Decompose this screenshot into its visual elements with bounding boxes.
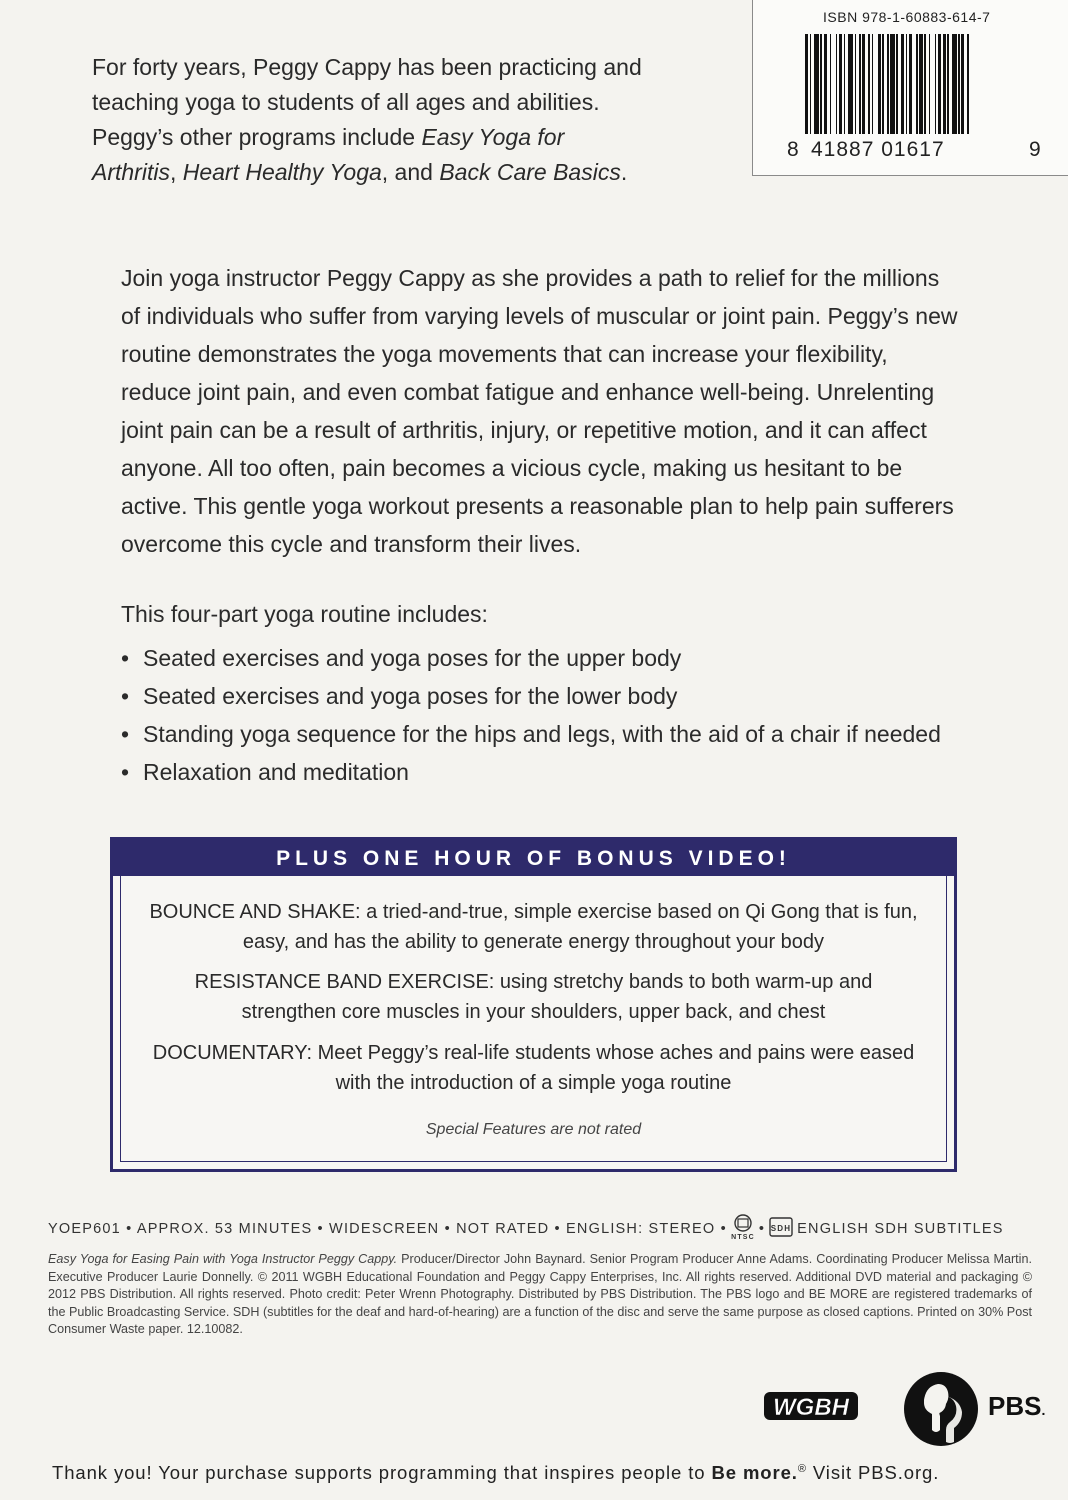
barcode-digit-first: 8 [787, 138, 799, 161]
bonus-item-bounce-shake [121, 897, 946, 957]
footer-text: Thank you! Your purchase supports programming that inspires people to [52, 1462, 712, 1483]
credits-text: Producer/Director John Baynard. Senior Program Producer Anne Adams. Coordinating Producer Melissa Martin. Executive Producer Laurie Donnelly. © 2011 WGBH Educational Foundation and Peggy Cappy Enterprises, Inc. All rights reserved. Additional DVD material and packaging © 2012 PBS Distribution. All rights reserved. Photo credit: Peter Wrenn Photography. Distributed by PBS Distribution. The PBS logo and BE MORE are registered trademarks of the Public Broadcasting Service. SDH (subtitles for the deaf and hard-of-hearing) are a function of the disc and serve the same purpose as closed captions. Printed on 30% Post Consumer Waste paper. 12.10082. [48, 1252, 1032, 1336]
bullet-icon: • [121, 645, 130, 671]
sdh-label: SDH [770, 1224, 792, 1233]
list-item-text: Relaxation and meditation [143, 759, 409, 785]
list-item-text: Seated exercises and yoga poses for the lower body [143, 683, 678, 709]
credits-title: Easy Yoga for Easing Pain with Yoga Instructor Peggy Cappy. [48, 1252, 398, 1266]
subtitles-text: ENGLISH SDH SUBTITLES [797, 1221, 1004, 1237]
bullet-separator: • [758, 1221, 766, 1237]
bonus-item-text: with the introduction of a simple yoga routine [335, 1072, 732, 1094]
bio-end: . [620, 159, 628, 185]
includes-title: This four-part yoga routine includes: [121, 601, 488, 627]
bonus-item-resistance-band [121, 967, 946, 1027]
program-title-arthritis: Easy Yoga for Arthritis [92, 124, 565, 185]
barcode-space [969, 34, 971, 134]
pbs-logo [902, 1370, 980, 1453]
wgbh-logo-text: WGBH [773, 1394, 849, 1421]
bullet-icon: • [121, 759, 130, 785]
special-features-note: Special Features are not rated [425, 1121, 642, 1138]
program-description: Join yoga instructor Peggy Cappy as she provides a path to relief for the millions of individuals who suffer from varying levels of muscular or joint pain. Peggy’s new routine demonstrates the yoga movements that can increase your flexibility, reduce joint pain, and even combat fatigue and enhance well-being. Unrelenting joint pain can be a result of arthritis, injury, or repetitive motion, and it can affect anyone. All too often, pain becomes a vicious cycle, making us hesitant to be active. This gentle yoga workout presents a reasonable plan to help pain sufferers overcome this cycle and transform their lives. [121, 265, 958, 557]
specs-text: YOEP601 • APPROX. 53 MINUTES • WIDESCREEN • NOT RATED • ENGLISH: STEREO • [48, 1221, 727, 1237]
bio-text: For forty years, Peggy Cappy has been practicing and teaching yoga to students of all ages and abilities. Peggy’s other programs include [92, 54, 642, 150]
barcode-digits: 41887 01617 [811, 138, 945, 161]
list-item [121, 715, 941, 753]
ntsc-icon [731, 1214, 755, 1244]
list-item [121, 639, 941, 677]
footer-text: Visit PBS.org. [806, 1462, 940, 1483]
barcode-box [752, 0, 1068, 176]
dvd-specs [48, 1214, 1004, 1244]
isbn-number: ISBN 978-1-60883-614-7 [823, 9, 991, 25]
sdh-icon [769, 1216, 793, 1242]
pbs-wordmark-text: PBS [988, 1391, 1042, 1421]
bonus-header: PLUS ONE HOUR OF BONUS VIDEO! [113, 840, 954, 876]
registered-mark: ® [797, 1462, 807, 1475]
list-item [121, 677, 941, 715]
bonus-item-label: BOUNCE AND SHAKE: [149, 901, 361, 923]
barcode-bars [805, 34, 1027, 134]
bonus-item-text: easy, and has the ability to generate energy throughout your body [242, 931, 825, 953]
barcode-digit-last: 9 [1029, 138, 1041, 161]
instructor-bio [92, 50, 652, 190]
footer-message [52, 1462, 939, 1484]
list-item-text: Standing yoga sequence for the hips and legs, with the aid of a chair if needed [143, 721, 941, 747]
list-item-text: Seated exercises and yoga poses for the upper body [143, 645, 682, 671]
bio-separator: , [169, 159, 183, 185]
bullet-icon: • [121, 721, 130, 747]
pbs-wordmark-mark: . [1041, 1402, 1046, 1418]
program-title-heart: Heart Healthy Yoga [182, 159, 382, 185]
pbs-wordmark [988, 1391, 1045, 1422]
ntsc-label: NTSC [730, 1234, 755, 1240]
bonus-item-text: strengthen core muscles in your shoulders, upper back, and chest [241, 1001, 826, 1023]
list-item [121, 753, 941, 791]
bonus-item-label: DOCUMENTARY: [152, 1042, 313, 1064]
be-more-tagline: Be more. [711, 1462, 798, 1483]
program-title-back: Back Care Basics [439, 159, 621, 185]
bullet-icon: • [121, 683, 130, 709]
bonus-item-documentary [121, 1038, 946, 1098]
bonus-item-text: Meet Peggy’s real-life students whose aches and pains were eased [312, 1042, 915, 1064]
bonus-content [120, 876, 947, 1162]
bio-separator: , and [381, 159, 440, 185]
bonus-item-text: using stretchy bands to both warm-up and [494, 971, 873, 993]
legal-credits [48, 1251, 1032, 1339]
bonus-item-text: a tried-and-true, simple exercise based on Qi Gong that is fun, [360, 901, 918, 923]
bonus-item-label: RESISTANCE BAND EXERCISE: [194, 971, 495, 993]
includes-list [121, 639, 941, 791]
wgbh-logo [762, 1388, 860, 1429]
bonus-video-box [110, 837, 957, 1172]
